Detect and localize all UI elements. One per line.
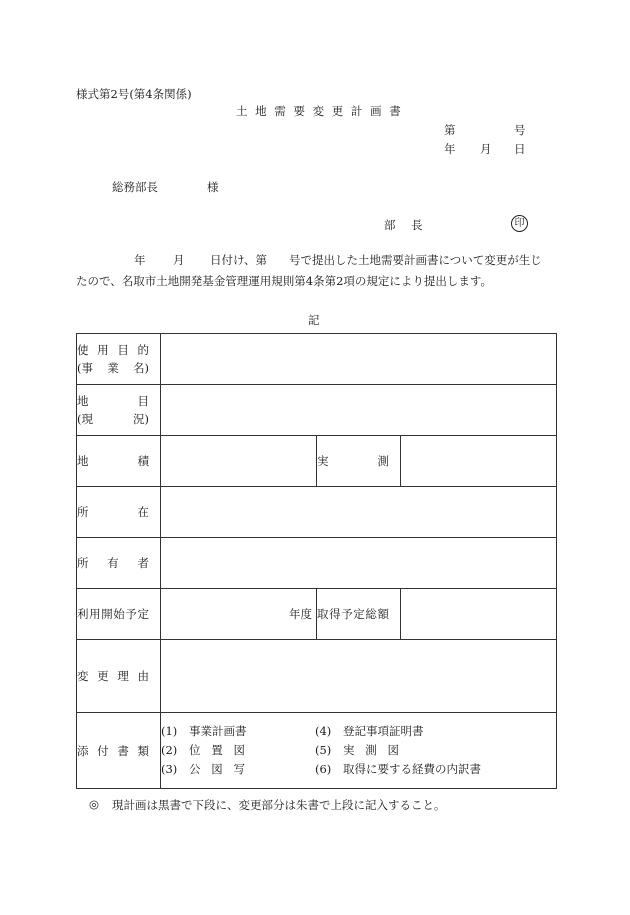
chimoku-b: 目 <box>137 394 149 408</box>
attachments-list <box>161 713 557 789</box>
label-purpose <box>77 334 161 385</box>
seal-glyph: 印 <box>511 215 528 232</box>
field-purpose[interactable] <box>161 334 557 385</box>
label-location <box>77 487 161 538</box>
note-text: 現計画は黒書で下段に、変更部分は朱書で上段に記入すること。 <box>112 798 446 812</box>
location-text: 所在 <box>77 505 149 519</box>
row-attachments <box>77 713 557 789</box>
att4-label: 登記事項証明書 <box>343 724 424 738</box>
att2-num: (2) <box>161 743 178 757</box>
doc-number-suffix: 号 <box>514 123 526 137</box>
body-line2: たので、名取市土地開発基金管理運用規則第4条第2項の規定により提出します。 <box>76 274 492 288</box>
actual-text: 実測 <box>317 454 389 468</box>
addressee-name: 総務部長 <box>112 180 158 194</box>
label-actual <box>317 436 401 487</box>
label-start-plan <box>77 589 161 640</box>
att6-num: (6) <box>315 762 332 776</box>
row-purpose <box>77 334 557 385</box>
chimoku-a: 地 <box>77 394 89 408</box>
body-month: 月 <box>173 253 185 267</box>
field-actual[interactable] <box>401 436 557 487</box>
row-start-plan <box>77 589 557 640</box>
purpose-line1: 使用目的 <box>77 343 149 357</box>
fiscal-year-unit: 年度 <box>289 607 312 621</box>
field-reason[interactable] <box>161 640 557 713</box>
start-plan-text: 利用開始予定 <box>77 607 149 621</box>
att1-num: (1) <box>161 724 178 738</box>
field-fiscal-year[interactable] <box>161 589 317 640</box>
sender-title: 部 長 <box>384 218 429 232</box>
row-chimoku <box>77 385 557 436</box>
row-area <box>77 436 557 487</box>
body-year: 年 <box>134 253 146 267</box>
doc-number-prefix: 第 <box>444 123 456 137</box>
att1-label: 事業計画書 <box>189 724 247 738</box>
field-chimoku[interactable] <box>161 385 557 436</box>
label-reason <box>77 640 161 713</box>
field-acq-total[interactable] <box>401 589 557 640</box>
purpose-mid: 業 <box>107 361 119 375</box>
att3-label: 公図写 <box>189 762 245 776</box>
date-month: 月 <box>480 142 492 156</box>
reason-text: 変更理由 <box>77 669 149 683</box>
row-owner <box>77 538 557 589</box>
ki-heading: 記 <box>308 313 320 327</box>
body-line1-tail: 号で提出した土地需要計画書について変更が生じ <box>289 253 542 267</box>
label-attachments <box>77 713 161 789</box>
form-table <box>76 333 557 789</box>
attachments-text: 添付書類 <box>77 743 149 758</box>
att5-num: (5) <box>315 743 332 757</box>
field-area[interactable] <box>161 436 317 487</box>
field-location[interactable] <box>161 487 557 538</box>
genkyo-a: (現 <box>77 412 93 426</box>
purpose-close: 名) <box>133 361 149 375</box>
date-year: 年 <box>444 142 456 156</box>
area-text: 地積 <box>77 454 149 468</box>
addressee-honorific: 様 <box>207 180 219 194</box>
att4-num: (4) <box>315 724 332 738</box>
owner-text: 所有者 <box>77 556 149 570</box>
field-owner[interactable] <box>161 538 557 589</box>
date-day: 日 <box>514 142 526 156</box>
att2-label: 位置図 <box>189 743 245 757</box>
row-reason <box>77 640 557 713</box>
att6-label: 取得に要する経費の内訳書 <box>343 762 481 776</box>
acq-total-text: 取得予定総額 <box>317 607 389 621</box>
label-area <box>77 436 161 487</box>
seal-mark <box>511 215 528 232</box>
form-number: 様式第2号(第4条関係) <box>76 87 192 101</box>
document-title: 土 地 需 要 変 更 計 画 書 <box>236 104 403 118</box>
label-acq-total <box>317 589 401 640</box>
label-owner <box>77 538 161 589</box>
att3-num: (3) <box>161 762 178 776</box>
body-day-no: 日付け、第 <box>210 253 268 267</box>
att5-label: 実測図 <box>343 743 399 757</box>
row-location <box>77 487 557 538</box>
label-chimoku <box>77 385 161 436</box>
purpose-open: (事 <box>77 361 93 375</box>
note-mark: ◎ <box>89 797 100 811</box>
genkyo-b: 況) <box>133 412 149 426</box>
